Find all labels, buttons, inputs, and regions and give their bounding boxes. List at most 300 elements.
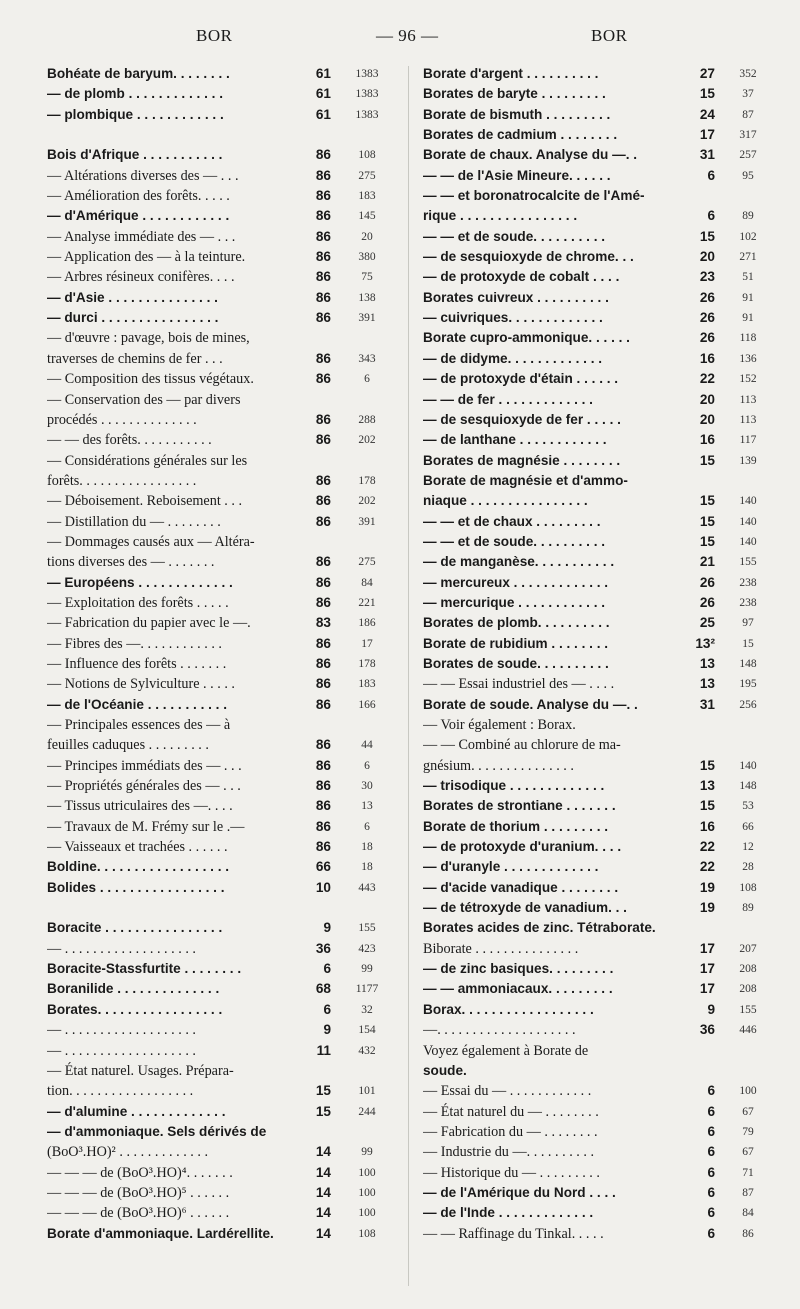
entry-volume: 15 <box>699 757 715 773</box>
entry-term: Borate de rubidium . . . . . . . . <box>423 635 609 651</box>
index-entry <box>47 857 392 877</box>
entry-page: 140 <box>739 495 757 508</box>
entry-page: 140 <box>739 759 757 772</box>
entry-term: — d'Asie . . . . . . . . . . . . . . . <box>47 289 218 305</box>
entry-volume: 9 <box>323 920 331 936</box>
entry-term: Borate de chaux. Analyse du —. . <box>423 147 638 163</box>
entry-term: — de l'Océanie . . . . . . . . . . . <box>47 696 228 712</box>
entry-volume: 16 <box>699 818 715 834</box>
index-entry <box>423 227 773 247</box>
index-entry <box>423 64 773 84</box>
entry-volume: 86 <box>315 350 331 366</box>
entry-volume: 6 <box>707 1205 715 1221</box>
entry-term: — Considérations générales sur les <box>47 452 248 469</box>
index-entry <box>47 145 392 165</box>
entry-page: 1383 <box>355 108 379 121</box>
entry-term: — Arbres résineux conifères. . . . <box>47 269 235 286</box>
index-entry <box>423 654 773 674</box>
index-entry <box>423 369 773 389</box>
entry-volume: 86 <box>315 208 331 224</box>
entry-page: 148 <box>739 657 757 670</box>
index-entry <box>423 898 773 918</box>
index-entry <box>423 1102 773 1122</box>
entry-volume: 15 <box>699 86 715 102</box>
entry-volume: 15 <box>315 1103 331 1119</box>
entry-term: soude. <box>423 1062 467 1078</box>
entry-volume: 86 <box>315 289 331 305</box>
entry-term: — Tissus utriculaires des —. . . . <box>47 798 233 815</box>
entry-volume: 14 <box>315 1144 331 1160</box>
index-entry <box>423 349 773 369</box>
entry-term: — d'œuvre : pavage, bois de mines, <box>47 330 250 347</box>
entry-page: 423 <box>358 942 376 955</box>
index-entry <box>423 267 773 287</box>
entry-page: 208 <box>739 983 757 996</box>
index-entry <box>47 918 392 938</box>
entry-volume: 22 <box>699 371 715 387</box>
entry-page: 37 <box>742 88 754 101</box>
index-entry <box>423 979 773 999</box>
entry-page: 152 <box>739 373 757 386</box>
index-entry <box>47 491 392 511</box>
entry-page: 100 <box>358 1207 376 1220</box>
entry-term: Borates cuivreux . . . . . . . . . . <box>423 289 609 305</box>
index-entry <box>423 634 773 654</box>
index-entry <box>423 247 773 267</box>
right-column <box>423 64 773 1244</box>
entry-term: — Distillation du — . . . . . . . . <box>47 513 221 530</box>
entry-page: 75 <box>361 271 373 284</box>
entry-volume: 17 <box>699 961 715 977</box>
entry-term: Borates acides de zinc. Tétraborate. <box>423 920 656 936</box>
index-entry <box>47 125 392 145</box>
entry-volume: 14 <box>315 1164 331 1180</box>
index-entry <box>423 206 773 226</box>
entry-page: 91 <box>742 291 754 304</box>
entry-page: 89 <box>742 902 754 915</box>
index-entry <box>47 1020 392 1040</box>
index-entry <box>423 735 773 755</box>
entry-volume: 13² <box>695 635 715 651</box>
entry-volume: 36 <box>315 940 331 956</box>
index-entry <box>47 84 392 104</box>
entry-page: 202 <box>358 495 376 508</box>
entry-term: — Exploitation des forêts . . . . . <box>47 594 229 611</box>
entry-term: — Application des — à la teinture. <box>47 249 246 266</box>
entry-page: 1383 <box>355 88 379 101</box>
index-entry <box>423 776 773 796</box>
index-entry <box>47 451 392 471</box>
entry-volume: 9 <box>707 1001 715 1017</box>
entry-term: Boracite . . . . . . . . . . . . . . . . <box>47 920 223 936</box>
entry-page: 13 <box>361 800 373 813</box>
entry-volume: 26 <box>699 330 715 346</box>
entry-term: — — et boronatrocalcite de l'Amé- <box>423 188 645 204</box>
index-entry <box>423 471 773 491</box>
entry-volume: 6 <box>707 1225 715 1241</box>
entry-term: — . . . . . . . . . . . . . . . . . . . <box>47 1042 196 1059</box>
index-entry <box>423 1203 773 1223</box>
index-entry <box>423 1142 773 1162</box>
index-entry <box>47 1000 392 1020</box>
entry-volume: 25 <box>699 615 715 631</box>
index-entry <box>47 369 392 389</box>
entry-page: 117 <box>739 434 757 447</box>
entry-term: — — — de (BoO³.HO)⁴. . . . . . . <box>47 1164 233 1181</box>
entry-term: — Composition des tissus végétaux. <box>47 371 254 388</box>
entry-volume: 86 <box>315 167 331 183</box>
entry-term: — cuivriques. . . . . . . . . . . . . <box>423 310 603 326</box>
entry-term: — État naturel du — . . . . . . . . <box>423 1103 599 1120</box>
index-entry <box>423 939 773 959</box>
index-entry <box>423 593 773 613</box>
entry-volume: 16 <box>699 350 715 366</box>
entry-volume: 86 <box>315 147 331 163</box>
entry-page: 155 <box>739 556 757 569</box>
page-header <box>0 26 800 56</box>
entry-term: — de manganèse. . . . . . . . . . . <box>423 554 615 570</box>
entry-page: 108 <box>358 1227 376 1240</box>
entry-page: 102 <box>739 230 757 243</box>
index-entry <box>423 491 773 511</box>
entry-term: Boracite-Stassfurtite . . . . . . . . <box>47 961 242 977</box>
column-divider <box>408 66 409 1286</box>
entry-volume: 86 <box>315 554 331 570</box>
index-entry <box>423 430 773 450</box>
entry-volume: 20 <box>699 249 715 265</box>
entry-page: 178 <box>358 474 376 487</box>
entry-volume: 15 <box>315 1083 331 1099</box>
entry-term: Bois d'Afrique . . . . . . . . . . . <box>47 147 223 163</box>
index-entry <box>47 1122 392 1142</box>
entry-page: 271 <box>739 251 757 264</box>
entry-page: 238 <box>739 576 757 589</box>
index-entry <box>423 105 773 125</box>
entry-term: — Fabrication du — . . . . . . . . <box>423 1123 598 1140</box>
entry-term: — Fabrication du papier avec le —. <box>47 615 251 632</box>
entry-term: — de tétroxyde de vanadium. . . <box>423 900 627 916</box>
entry-term: Borates de cadmium . . . . . . . . <box>423 127 618 143</box>
entry-volume: 6 <box>707 1103 715 1119</box>
entry-volume: 6 <box>707 1123 715 1139</box>
entry-term: Borate d'argent . . . . . . . . . . <box>423 66 599 81</box>
index-entry <box>423 715 773 735</box>
index-entry <box>423 186 773 206</box>
index-entry <box>47 776 392 796</box>
entry-page: 84 <box>361 576 373 589</box>
entry-page: 99 <box>361 1146 373 1159</box>
entry-term: — — ammoniacaux. . . . . . . . . <box>423 981 613 997</box>
entry-page: 202 <box>358 434 376 447</box>
left-column <box>47 64 392 1244</box>
index-entry <box>423 1061 773 1081</box>
index-entry <box>47 1041 392 1061</box>
entry-term: —. . . . . . . . . . . . . . . . . . . . <box>423 1022 576 1039</box>
entry-volume: 14 <box>315 1184 331 1200</box>
entry-page: 352 <box>739 68 757 80</box>
entry-page: 18 <box>361 861 373 874</box>
entry-term: — Influence des forêts . . . . . . . <box>47 655 227 672</box>
entry-volume: 86 <box>315 493 331 509</box>
entry-page: 186 <box>358 617 376 630</box>
entry-volume: 15 <box>699 798 715 814</box>
entry-page: 183 <box>358 678 376 691</box>
entry-page: 238 <box>739 596 757 609</box>
index-entry <box>423 756 773 776</box>
entry-term: — d'acide vanadique . . . . . . . . <box>423 879 619 895</box>
entry-volume: 86 <box>315 676 331 692</box>
entry-volume: 27 <box>699 66 715 81</box>
entry-page: 446 <box>739 1024 757 1037</box>
entry-term: traverses de chemins de fer . . . <box>47 350 223 367</box>
index-entry <box>47 796 392 816</box>
entry-volume: 86 <box>315 411 331 427</box>
entry-volume: 6 <box>707 1144 715 1160</box>
entry-term: — d'alumine . . . . . . . . . . . . . <box>47 1103 226 1119</box>
header-right: BOR <box>591 26 628 45</box>
entry-term: — Principes immédiats des — . . . <box>47 757 242 774</box>
entry-page: 178 <box>358 657 376 670</box>
entry-page: 140 <box>739 535 757 548</box>
entry-term: Borate cupro-ammonique. . . . . . <box>423 330 630 346</box>
entry-term: — — et de soude. . . . . . . . . . <box>423 228 606 244</box>
index-entry <box>47 979 392 999</box>
entry-volume: 31 <box>699 696 715 712</box>
entry-page: 20 <box>361 230 373 243</box>
entry-term: — de protoxyde d'étain . . . . . . <box>423 371 619 387</box>
entry-term: — de sesquioxyde de chrome. . . <box>423 249 634 265</box>
entry-volume: 86 <box>315 432 331 448</box>
entry-page: 154 <box>358 1024 376 1037</box>
index-entry <box>47 532 392 552</box>
entry-page: 12 <box>742 841 754 854</box>
index-entry <box>47 410 392 430</box>
entry-page: 101 <box>358 1085 376 1098</box>
entry-volume: 86 <box>315 696 331 712</box>
entry-page: 79 <box>742 1125 754 1138</box>
entry-page: 118 <box>739 332 757 345</box>
entry-page: 18 <box>361 841 373 854</box>
entry-page: 221 <box>358 596 376 609</box>
index-entry <box>47 654 392 674</box>
entry-page: 100 <box>739 1085 757 1098</box>
entry-page: 275 <box>358 556 376 569</box>
index-entry <box>47 1203 392 1223</box>
entry-page: 87 <box>742 1186 754 1199</box>
index-entry <box>423 857 773 877</box>
index-entry <box>423 796 773 816</box>
entry-term: — d'Amérique . . . . . . . . . . . . <box>47 208 230 224</box>
entry-volume: 15 <box>699 513 715 529</box>
index-entry <box>47 512 392 532</box>
entry-page: 391 <box>358 312 376 325</box>
entry-page: 432 <box>358 1044 376 1057</box>
entry-page: 244 <box>358 1105 376 1118</box>
entry-volume: 86 <box>315 635 331 651</box>
entry-volume: 86 <box>315 249 331 265</box>
index-entry <box>47 1163 392 1183</box>
entry-page: 275 <box>358 169 376 182</box>
entry-term: — — de l'Asie Mineure. . . . . . <box>423 167 611 183</box>
entry-page: 100 <box>358 1186 376 1199</box>
index-entry <box>423 1020 773 1040</box>
entry-volume: 86 <box>315 228 331 244</box>
entry-volume: 6 <box>707 208 715 224</box>
entry-term: rique . . . . . . . . . . . . . . . . <box>423 208 578 224</box>
entry-term: — — — de (BoO³.HO)⁶ . . . . . . <box>47 1205 230 1222</box>
entry-volume: 6 <box>707 167 715 183</box>
entry-volume: 9 <box>323 1022 331 1038</box>
entry-page: 67 <box>742 1105 754 1118</box>
index-entry <box>47 817 392 837</box>
index-entry <box>423 390 773 410</box>
index-entry <box>47 1224 392 1244</box>
index-entry <box>47 959 392 979</box>
entry-term: Borates de soude. . . . . . . . . . <box>423 655 609 671</box>
index-entry <box>47 64 392 84</box>
index-entry <box>423 573 773 593</box>
entry-page: 256 <box>739 698 757 711</box>
entry-term: niaque . . . . . . . . . . . . . . . . <box>423 493 588 509</box>
entry-volume: 61 <box>315 106 331 122</box>
entry-term: Boldine. . . . . . . . . . . . . . . . . . <box>47 859 230 875</box>
entry-volume: 86 <box>315 737 331 753</box>
entry-term: feuilles caduques . . . . . . . . . <box>47 737 209 754</box>
entry-term: Borate de thorium . . . . . . . . . <box>423 818 609 834</box>
index-entry <box>47 939 392 959</box>
entry-term: — Européens . . . . . . . . . . . . . <box>47 574 233 590</box>
index-entry <box>47 186 392 206</box>
entry-term: — — Combiné au chlorure de ma- <box>423 737 621 754</box>
index-entry <box>423 451 773 471</box>
entry-page: 44 <box>361 739 373 752</box>
entry-term: — . . . . . . . . . . . . . . . . . . . <box>47 1022 196 1039</box>
entry-term: — — et de chaux . . . . . . . . . <box>423 513 601 529</box>
index-entry <box>47 1102 392 1122</box>
entry-volume: 6 <box>323 961 331 977</box>
index-entry <box>47 837 392 857</box>
entry-page: 138 <box>358 291 376 304</box>
entry-volume: 6 <box>707 1083 715 1099</box>
entry-volume: 86 <box>315 757 331 773</box>
entry-volume: 86 <box>315 778 331 794</box>
entry-page: 6 <box>364 759 370 772</box>
entry-term: — Travaux de M. Frémy sur le .— <box>47 818 245 835</box>
entry-page: 91 <box>742 312 754 325</box>
index-entry <box>47 756 392 776</box>
entry-volume: 24 <box>699 106 715 122</box>
entry-page: 97 <box>742 617 754 630</box>
index-entry <box>47 247 392 267</box>
entry-term: — Notions de Sylviculture . . . . . <box>47 676 235 693</box>
entry-term: — durci . . . . . . . . . . . . . . . . <box>47 310 219 326</box>
entry-volume: 26 <box>699 289 715 305</box>
entry-page: 183 <box>358 190 376 203</box>
index-entry <box>423 878 773 898</box>
index-entry <box>423 512 773 532</box>
entry-volume: 86 <box>315 594 331 610</box>
entry-volume: 86 <box>315 655 331 671</box>
index-entry <box>423 837 773 857</box>
entry-volume: 19 <box>699 879 715 895</box>
entry-term: Borate de soude. Analyse du —. . <box>423 696 638 712</box>
entry-volume: 14 <box>315 1205 331 1221</box>
header-left: BOR <box>196 26 233 45</box>
entry-volume: 86 <box>315 188 331 204</box>
entry-term: — de protoxyde de cobalt . . . . <box>423 269 620 285</box>
entry-volume: 17 <box>699 981 715 997</box>
index-entry <box>47 328 392 348</box>
index-entry <box>47 227 392 247</box>
entry-page: 108 <box>358 149 376 162</box>
entry-term: — de l'Amérique du Nord . . . . <box>423 1184 616 1200</box>
entry-volume: 86 <box>315 839 331 855</box>
entry-term: Borate d'ammoniaque. Lardérellite. <box>47 1225 274 1241</box>
entry-page: 1177 <box>355 983 379 996</box>
index-entry <box>47 1142 392 1162</box>
entry-term: Borates de baryte . . . . . . . . . <box>423 86 606 102</box>
index-entry <box>47 573 392 593</box>
entry-page: 140 <box>739 515 757 528</box>
entry-term: — — de fer . . . . . . . . . . . . . <box>423 391 593 407</box>
entry-volume: 31 <box>699 147 715 163</box>
index-entry <box>423 552 773 572</box>
entry-term: — Historique du — . . . . . . . . . <box>423 1164 600 1181</box>
entry-term: — mercurique . . . . . . . . . . . . <box>423 594 606 610</box>
entry-page: 257 <box>739 149 757 162</box>
entry-volume: 10 <box>315 879 331 895</box>
entry-page: 108 <box>739 881 757 894</box>
index-entry <box>423 674 773 694</box>
index-entry <box>47 898 392 918</box>
entry-term: — Industrie du —. . . . . . . . . . <box>423 1144 595 1161</box>
entry-volume: 86 <box>315 798 331 814</box>
entry-term: — — des forêts. . . . . . . . . . . <box>47 432 212 449</box>
entry-volume: 86 <box>315 574 331 590</box>
entry-term: — de plomb . . . . . . . . . . . . . <box>47 86 223 102</box>
index-entry <box>47 267 392 287</box>
entry-term: — de l'Inde . . . . . . . . . . . . . <box>423 1205 594 1221</box>
index-entry <box>423 1224 773 1244</box>
entry-volume: 23 <box>699 269 715 285</box>
entry-volume: 17 <box>699 127 715 143</box>
entry-volume: 26 <box>699 574 715 590</box>
entry-volume: 22 <box>699 859 715 875</box>
entry-term: — — Essai industriel des — . . . . <box>423 676 615 693</box>
entry-page: 86 <box>742 1227 754 1240</box>
index-entry <box>47 735 392 755</box>
index-entry <box>47 308 392 328</box>
entry-term: — de sesquioxyde de fer . . . . . <box>423 411 621 427</box>
index-entry <box>47 674 392 694</box>
entry-volume: 17 <box>699 940 715 956</box>
index-entry <box>47 1061 392 1081</box>
entry-page: 30 <box>361 780 373 793</box>
index-entry <box>47 166 392 186</box>
entry-page: 51 <box>742 271 754 284</box>
index-entry <box>423 817 773 837</box>
entry-term: — mercureux . . . . . . . . . . . . . <box>423 574 609 590</box>
index-entry <box>423 1183 773 1203</box>
entry-term: — . . . . . . . . . . . . . . . . . . . <box>47 940 196 957</box>
entry-page: 155 <box>358 922 376 935</box>
entry-volume: 83 <box>315 615 331 631</box>
entry-page: 53 <box>742 800 754 813</box>
index-entry <box>47 695 392 715</box>
index-entry <box>423 145 773 165</box>
entry-page: 207 <box>739 942 757 955</box>
entry-term: — — — de (BoO³.HO)⁵ . . . . . . <box>47 1184 230 1201</box>
